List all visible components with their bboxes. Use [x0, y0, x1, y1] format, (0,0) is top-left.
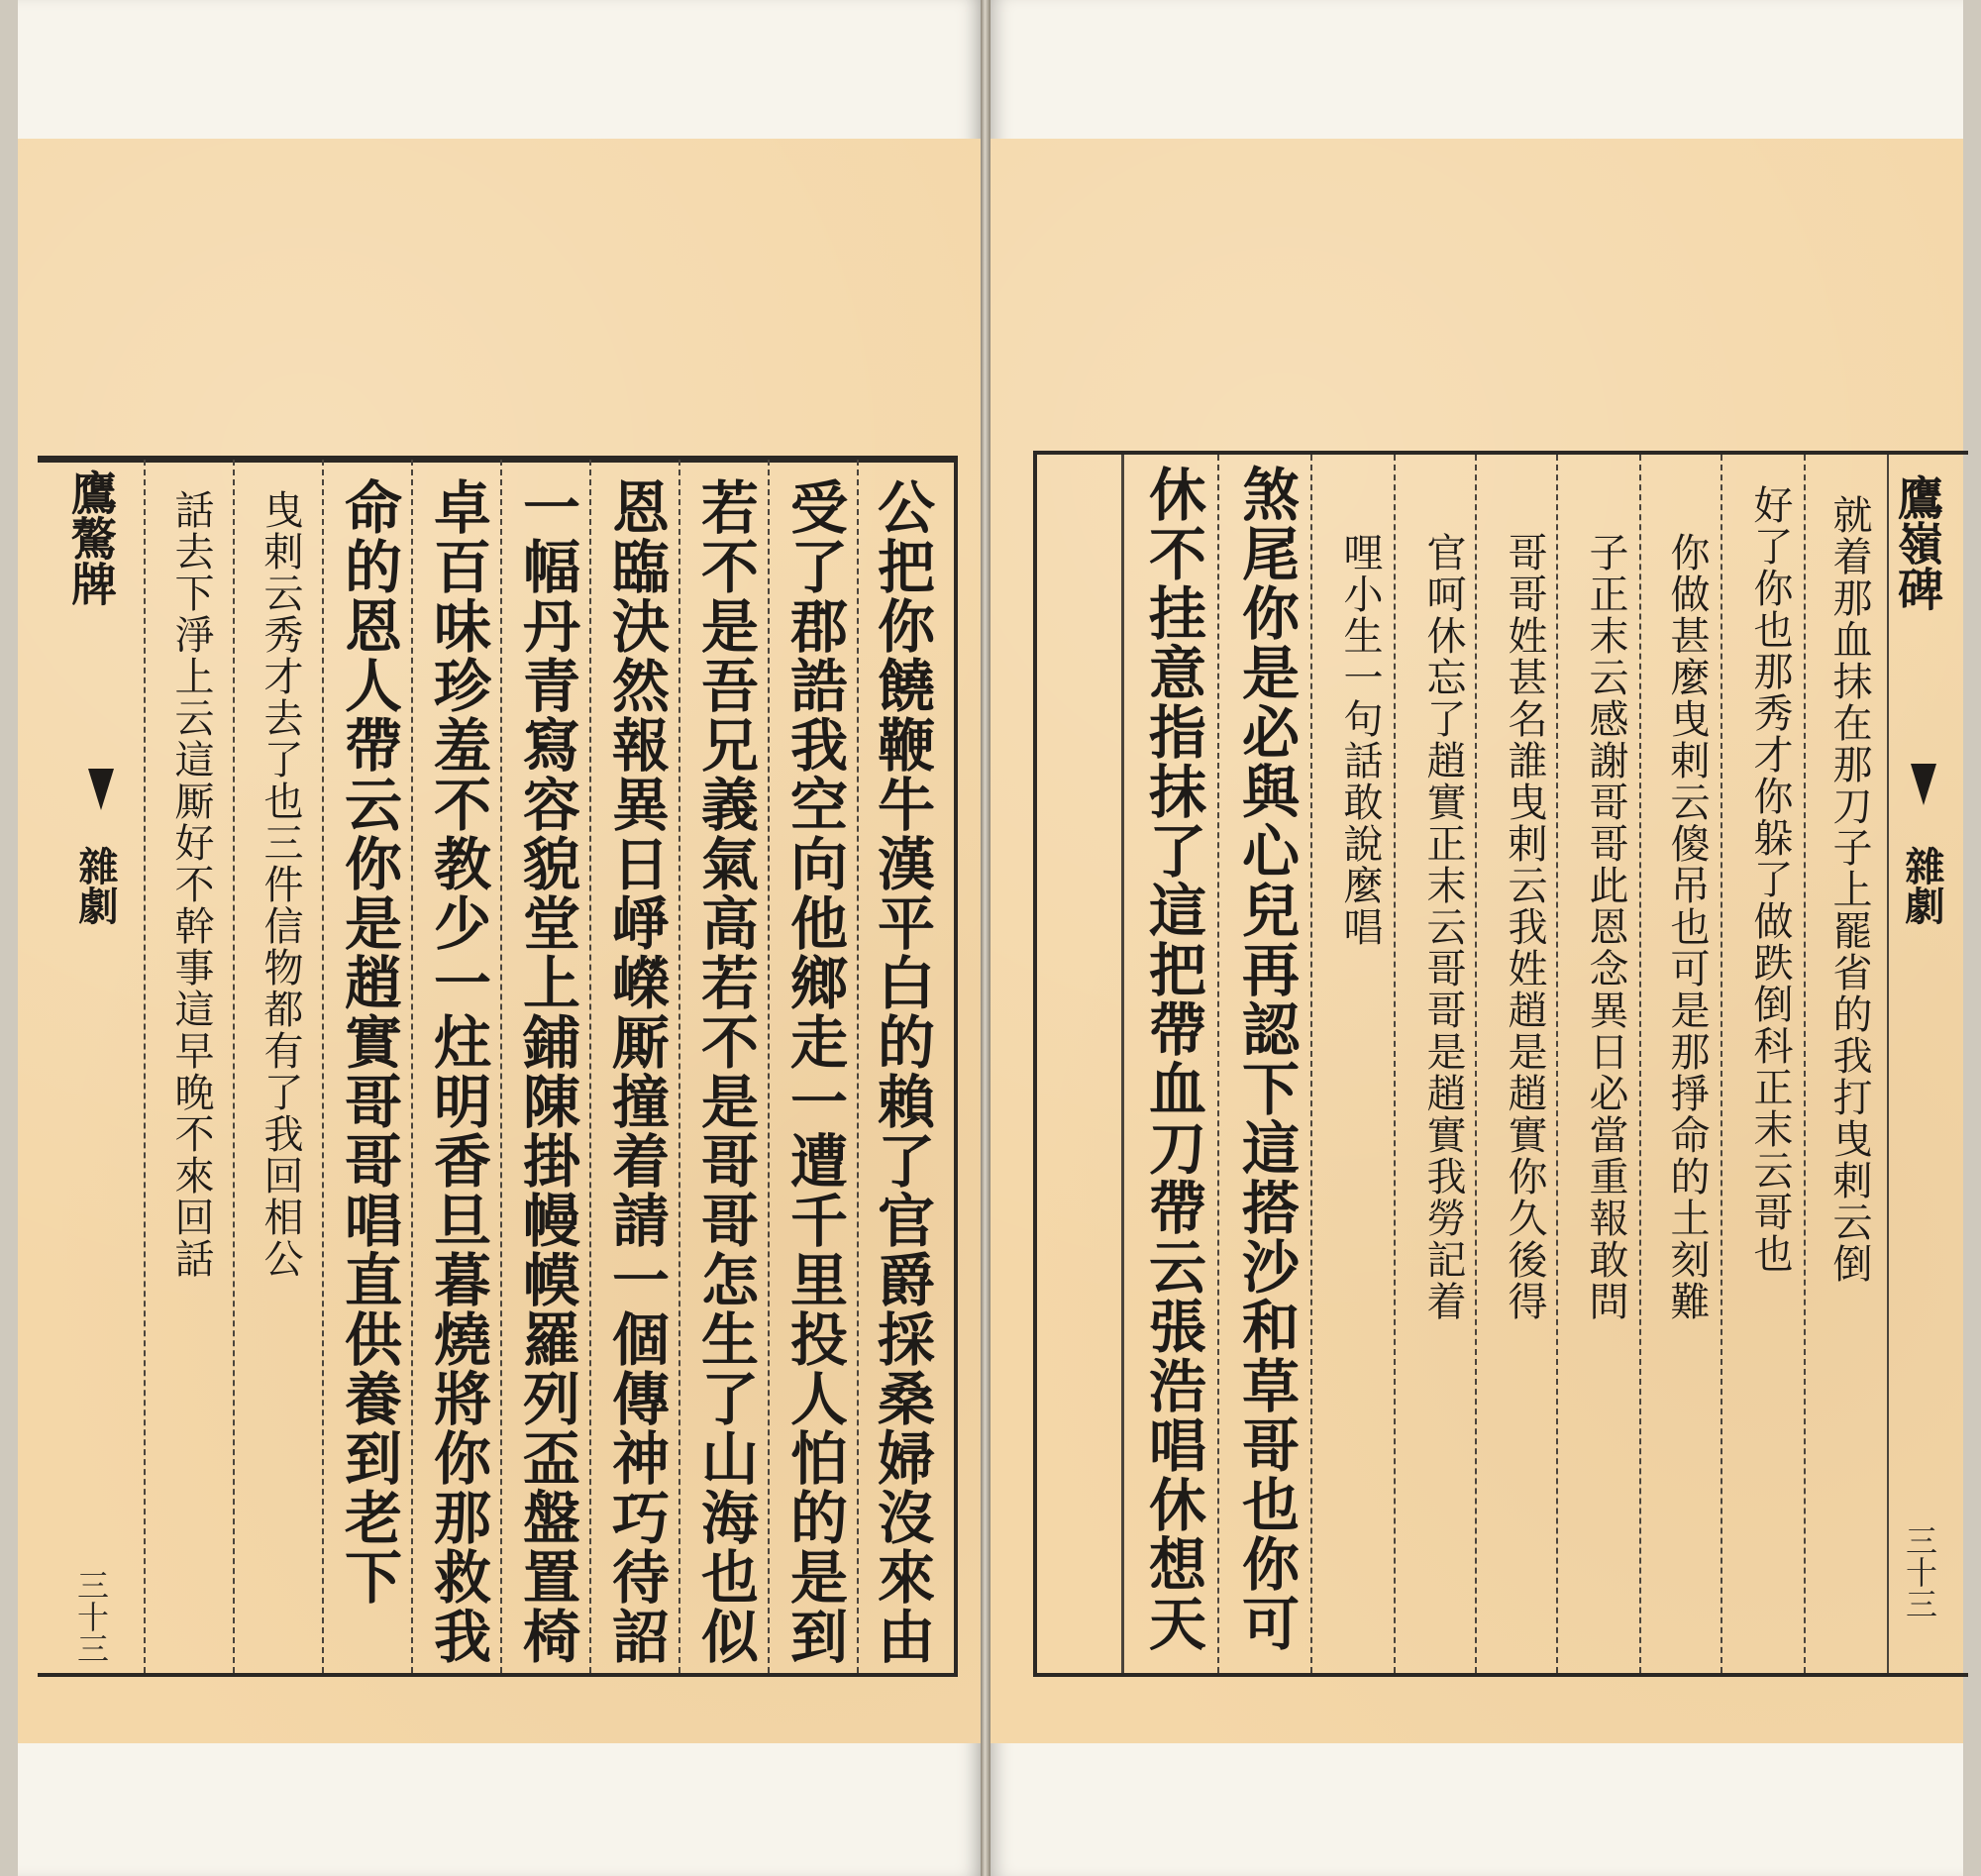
text-column: 子正末云感謝哥哥此恩念異日必當重報敢問	[1583, 532, 1628, 1322]
column-rule	[322, 460, 324, 1673]
column-rule	[1804, 455, 1806, 1673]
column-rule	[1639, 455, 1641, 1673]
column-rule	[1217, 455, 1219, 1673]
text-column: 你做甚麼曳剌云傻吊也可是那掙命的土刻難	[1664, 532, 1710, 1322]
column-rule	[589, 460, 591, 1673]
column-rule	[500, 460, 502, 1673]
column-rule	[1720, 455, 1722, 1673]
column-rule	[1475, 455, 1477, 1673]
right-page	[990, 0, 1963, 1876]
text-column: 恩臨決然報異日崢嶸厮撞着請一個傳神巧待詔	[602, 477, 670, 1666]
text-column: 公把你饒鞭牛漢平白的賴了官爵採桑婦沒來由	[868, 477, 935, 1666]
page-number: 三十三	[1901, 1524, 1938, 1619]
right-paper	[990, 139, 1963, 1743]
left-page	[18, 0, 981, 1876]
text-column: 官呵休忘了趙實正末云哥哥是趙實我勞記着	[1420, 532, 1466, 1322]
text-column: 卓百味珍羞不教少一炷明香旦暮燒將你那救我	[424, 477, 491, 1666]
text-column: 就着那血抹在那刀子上罷省的我打曳剌云倒	[1826, 494, 1872, 1285]
column-rule	[768, 460, 770, 1673]
column-rule	[857, 460, 859, 1673]
text-column: 命的恩人帶云你是趙實哥哥唱直供養到老下	[335, 477, 402, 1607]
column-rule	[1394, 455, 1396, 1673]
margin-subtitle: 雜劇	[1899, 846, 1945, 925]
left-paper	[18, 139, 981, 1743]
text-column: 曳剌云秀才去了也三件信物都有了我回相公	[258, 489, 303, 1280]
margin-title: 鷹驁牌	[64, 469, 118, 606]
column-rule	[1310, 455, 1312, 1673]
column-rule	[411, 460, 413, 1673]
text-column: 若不是吾兄義氣高若不是哥哥怎生了山海也似	[691, 477, 759, 1666]
text-column: 好了你也那秀才你躲了做跌倒科正末云哥也	[1747, 484, 1793, 1275]
text-column: 哩小生一句話敢說麼唱	[1337, 532, 1383, 948]
column-rule	[1887, 455, 1889, 1673]
text-column: 一幅丹青寫容貌堂上鋪陳掛幔幙羅列盃盤置椅	[513, 477, 580, 1666]
column-rule	[678, 460, 680, 1673]
text-column: 哥哥姓甚名誰曳剌云我姓趙是趙實你久後得	[1502, 532, 1547, 1322]
column-rule	[1556, 455, 1558, 1673]
text-column: 休不挂意指抹了這把帶血刀帶云張浩唱休想天	[1139, 465, 1206, 1653]
text-column: 話去下淨上云這厮好不幹事這早晚不來回話	[168, 489, 214, 1280]
left-text-frame	[38, 456, 958, 1677]
right-text-frame	[1033, 451, 1968, 1677]
frame-top-rule	[38, 460, 954, 463]
fish-tail-mark	[88, 769, 114, 810]
column-rule	[144, 460, 146, 1673]
column-rule	[233, 460, 235, 1673]
margin-subtitle: 雜劇	[72, 846, 119, 925]
page-number: 三十三	[72, 1569, 110, 1664]
text-column: 煞尾你是必與心兒再認下這搭沙和草哥也你可	[1232, 465, 1300, 1653]
fish-tail-mark	[1911, 764, 1936, 805]
text-column: 受了郡誥我空向他鄉走一遭千里投人怕的是到	[781, 477, 848, 1666]
margin-title: 鷹嶺碑	[1891, 474, 1944, 611]
book-spine	[981, 0, 990, 1876]
column-rule	[1121, 455, 1124, 1673]
